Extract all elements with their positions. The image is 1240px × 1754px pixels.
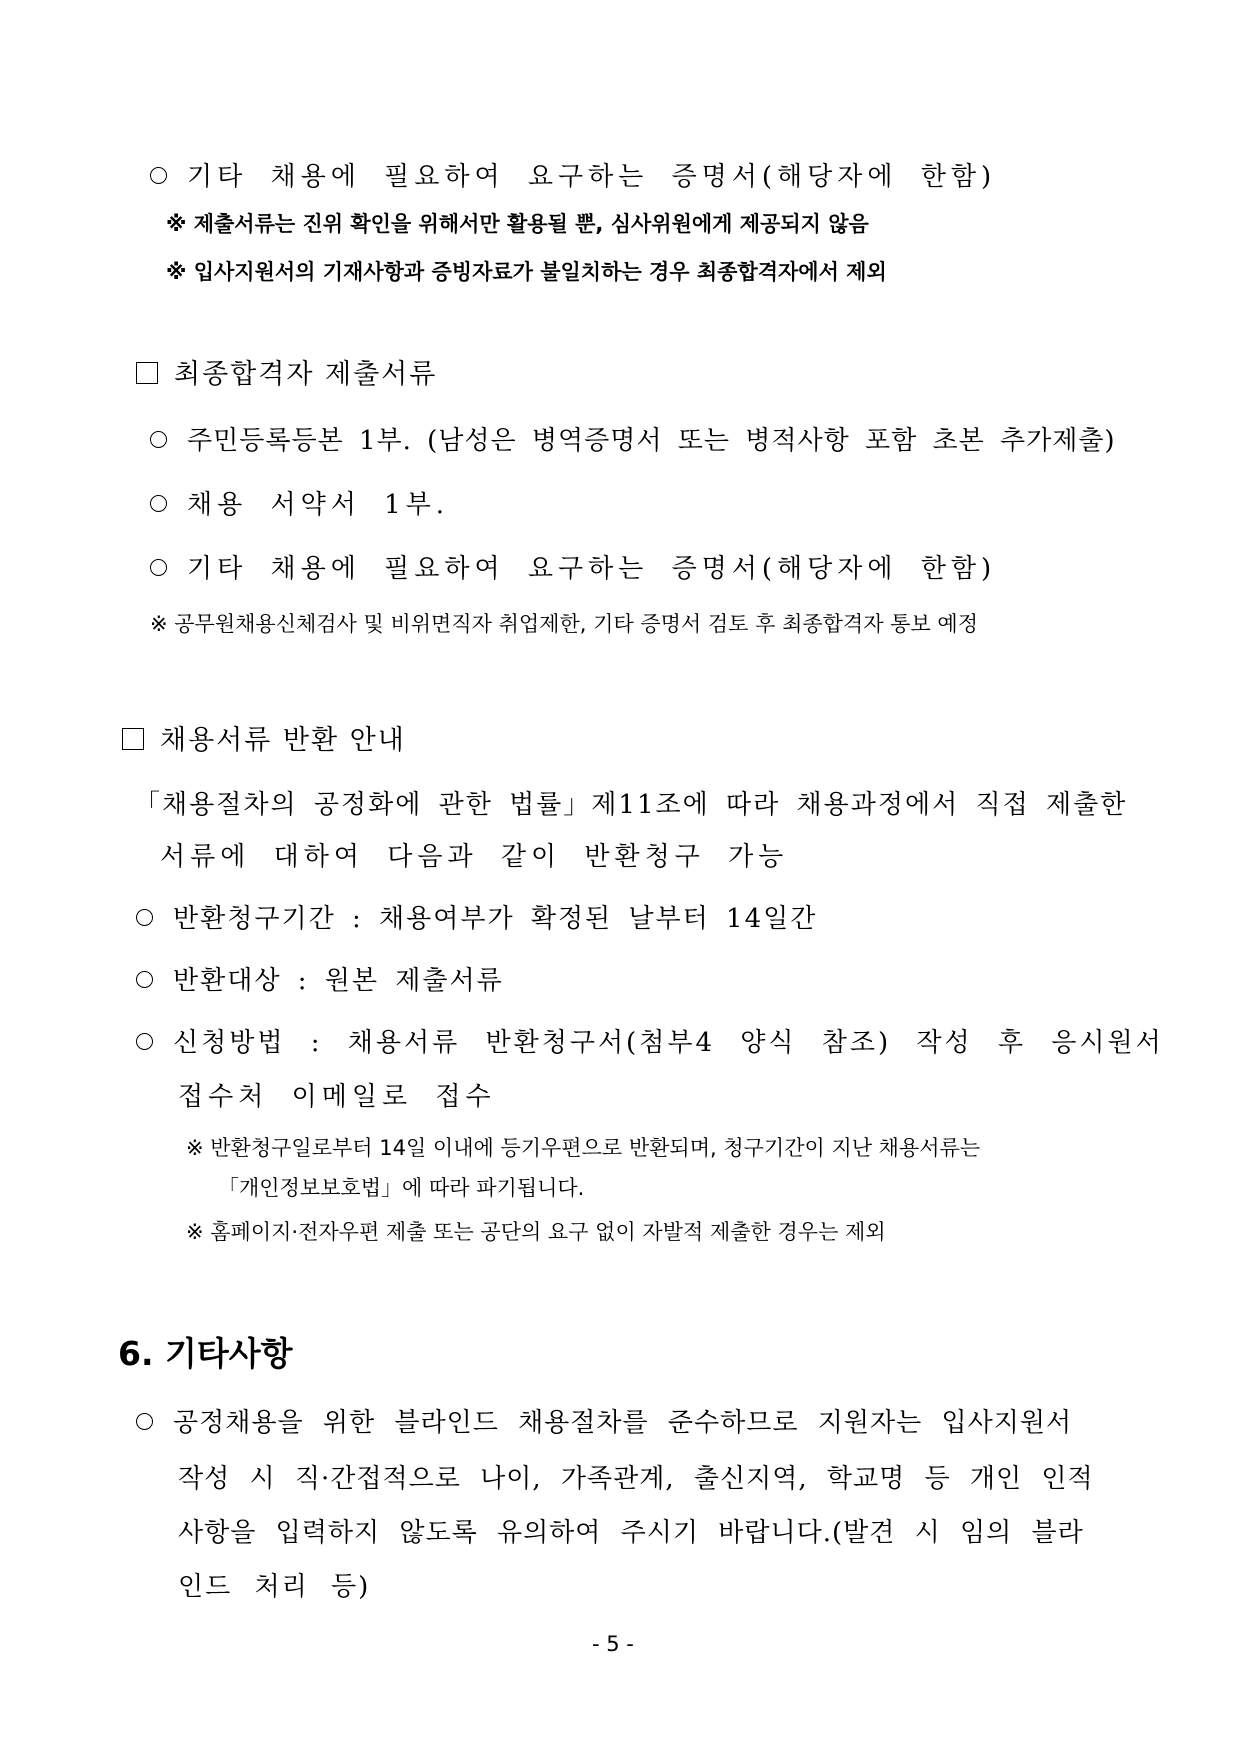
return-item-method-line2: 접수처 이메일로 접수 [178, 1082, 496, 1112]
final-docs-note: ※ 공무원채용신체검사 및 비위면직자 취업제한, 기타 증명서 검토 후 최종합격자 통보 예정 [150, 612, 978, 636]
note-verification-only: ※ 제출서류는 진위 확인을 위해서만 활용될 뿐, 심사위원에게 제공되지 않음 [166, 212, 869, 236]
return-item-method: 신청방법 : 채용서류 반환청구서(첨부4 양식 참조) 작성 후 응시원서 [136, 1022, 1164, 1059]
circle-bullet-icon [150, 167, 167, 184]
return-note2: ※ 홈페이지·전자우편 제출 또는 공단의 요구 없이 자발적 제출한 경우는 제외 [186, 1220, 886, 1244]
section-title-return-docs: 채용서류 반환 안내 [122, 718, 406, 757]
square-bullet-icon [136, 362, 158, 384]
circle-bullet-icon [136, 1033, 153, 1050]
final-docs-item-pledge: 채용 서약서 1부. [150, 484, 449, 521]
other-paragraph-line3: 사항을 입력하지 않도록 유의하여 주시기 바랍니다.(발견 시 임의 블라 [178, 1518, 1084, 1548]
other-paragraph-line4: 인드 처리 등) [178, 1572, 371, 1602]
note-mismatch-exclusion: ※ 입사지원서의 기재사항과 증빙자료가 불일치하는 경우 최종합격자에서 제외 [166, 260, 887, 284]
circle-bullet-icon [150, 495, 167, 512]
circle-bullet-icon [136, 1413, 153, 1430]
circle-bullet-icon [136, 971, 153, 988]
return-item-target: 반환대상 : 원본 제출서류 [136, 960, 504, 997]
final-docs-item-resident: 주민등록등본 1부. (남성은 병역증명서 또는 병적사항 포함 초본 추가제출) [150, 420, 1116, 457]
return-note1-line2: 「개인정보보호법」에 따라 파기됩니다. [218, 1176, 585, 1200]
other-paragraph-line2: 작성 시 직·간접적으로 나이, 가족관계, 출신지역, 학교명 등 개인 인적 [178, 1464, 1094, 1494]
return-intro-line2: 서류에 대하여 다음과 같이 반환청구 가능 [160, 842, 789, 872]
circle-bullet-icon [150, 559, 167, 576]
circle-bullet-icon [150, 431, 167, 448]
section-title-final-docs: 최종합격자 제출서류 [136, 352, 437, 391]
other-paragraph-line1: 공정채용을 위한 블라인드 채용절차를 준수하므로 지원자는 입사지원서 [136, 1402, 1072, 1439]
page-number: - 5 - [592, 1632, 634, 1656]
return-note1-line1: ※ 반환청구일로부터 14일 이내에 등기우편으로 반환되며, 청구기간이 지난 채용서류는 [186, 1136, 981, 1160]
square-bullet-icon [122, 728, 144, 750]
heading-other-matters: 6. 기타사항 [118, 1334, 293, 1373]
final-docs-item-other: 기타 채용에 필요하여 요구하는 증명서(해당자에 한함) [150, 548, 996, 585]
return-intro-line1: 「채용절차의 공정화에 관한 법률」제11조에 따라 채용과정에서 직접 제출한 [134, 790, 1128, 820]
top-item-other-certificates: 기타 채용에 필요하여 요구하는 증명서(해당자에 한함) [150, 156, 996, 193]
circle-bullet-icon [136, 909, 153, 926]
return-item-period: 반환청구기간 : 채용여부가 확정된 날부터 14일간 [136, 898, 817, 935]
